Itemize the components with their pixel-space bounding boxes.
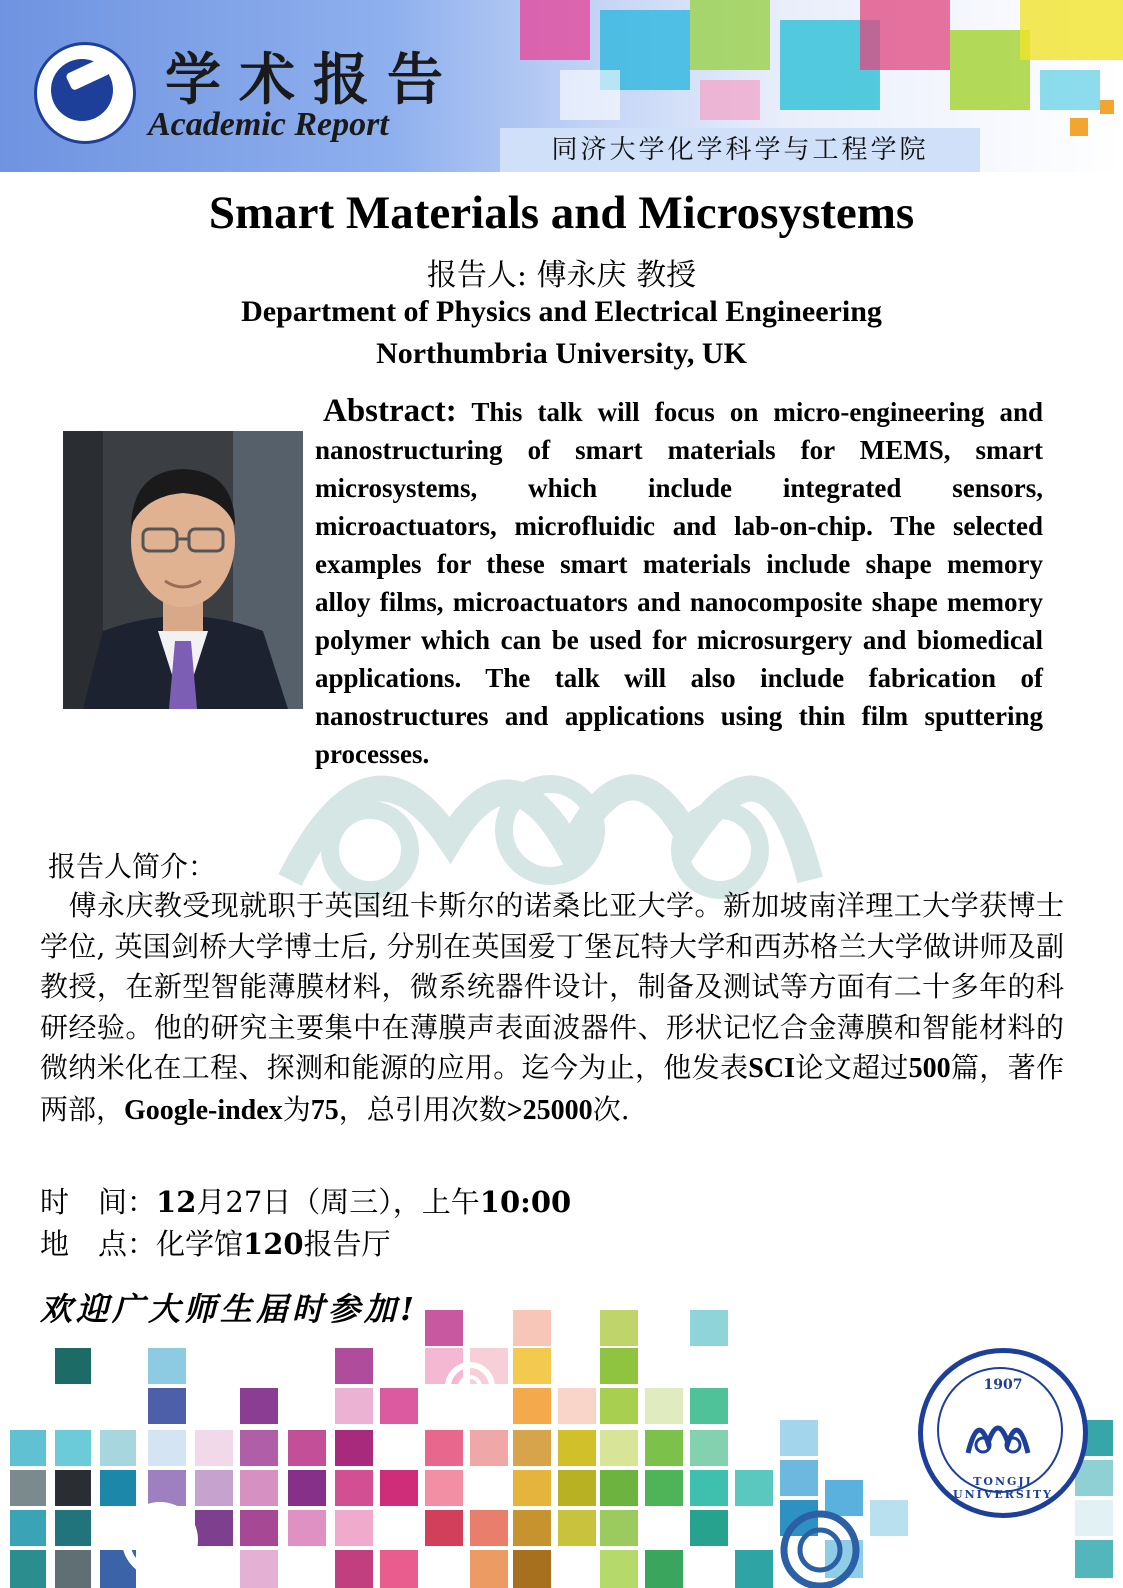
decor-block [335, 1388, 373, 1424]
bio-text-b5: >25000 [506, 1094, 593, 1126]
decor-block [240, 1430, 278, 1466]
place-room: 120 [243, 1227, 304, 1261]
decor-square [690, 0, 770, 70]
seal-name: TONGJI UNIVERSITY [953, 1475, 1053, 1501]
decor-square [520, 0, 590, 60]
decor-block [10, 1510, 46, 1546]
bio-text-part4: 为 [282, 1092, 311, 1126]
decor-block [240, 1388, 278, 1424]
decor-square [700, 80, 760, 120]
welcome-message: 欢迎广大师生届时参加! [40, 1290, 419, 1328]
decor-block [55, 1510, 91, 1546]
decor-block [240, 1470, 278, 1506]
abstract-label: Abstract: [323, 393, 457, 429]
decor-block [335, 1348, 373, 1384]
decor-block [425, 1510, 463, 1546]
decor-square [1020, 0, 1123, 60]
decor-block [645, 1470, 683, 1506]
decor-block [1075, 1500, 1113, 1536]
decor-block [513, 1470, 551, 1506]
decor-block [780, 1420, 818, 1456]
decor-square [1070, 118, 1088, 136]
decor-block [195, 1430, 233, 1466]
place-label: 地 点： [40, 1227, 157, 1261]
abstract-text: This talk will focus on micro-engineering and nanostructuring of smart materials for MEMS, smart microsystems, which include integrated sensors, microactuators, microfluidic and lab-on-chip. The selected examples for these smart materials include shape memory alloy films, microactuators and nanocomposite shape memory polymer which can be used for microsurgery and biomedical applications. The talk will also include fabrication of nanostructures and applications using thin film sputtering processes. [315, 397, 1043, 769]
decor-block [690, 1510, 728, 1546]
decor-block [513, 1550, 551, 1588]
decor-block [645, 1430, 683, 1466]
talk-title: Smart Materials and Microsystems [208, 187, 915, 239]
decor-block [335, 1430, 373, 1466]
decor-block [288, 1430, 326, 1466]
decor-block [558, 1388, 596, 1424]
place-suffix: 报告厅 [303, 1227, 391, 1261]
bio-text-part6: 次. [592, 1092, 630, 1126]
time-month: 12 [156, 1185, 197, 1219]
decor-block [335, 1470, 373, 1506]
bio-text-part5: ，总引用次数 [338, 1092, 507, 1126]
bio-text-part3: 篇，著作两部， [40, 1051, 1064, 1126]
decor-block [148, 1430, 186, 1466]
event-time [40, 1180, 571, 1221]
decor-block [55, 1348, 91, 1384]
seal-year: 1907 [983, 1377, 1023, 1393]
speaker-portrait [63, 431, 303, 709]
school-name: 同济大学化学科学与工程学院 [500, 128, 980, 172]
decor-square [560, 70, 620, 120]
title-chinese: 学术报告 [165, 47, 461, 113]
bio-text-part2: 论文超过 [794, 1051, 909, 1084]
department-logo [34, 42, 136, 144]
seal-emblem [963, 1403, 1033, 1463]
decor-block [380, 1470, 418, 1506]
decor-block [10, 1470, 46, 1506]
bio-heading: 报告人简介： [48, 850, 217, 883]
decor-block [690, 1430, 728, 1466]
decor-square [1100, 100, 1114, 114]
place-building: 化学馆 [156, 1227, 244, 1261]
decor-block [513, 1310, 551, 1346]
decor-block [690, 1310, 728, 1346]
decor-block [645, 1550, 683, 1588]
decor-block [55, 1470, 91, 1506]
time-label: 时 间： [40, 1185, 157, 1219]
decor-circles [430, 1355, 520, 1425]
decor-circles [760, 1480, 880, 1588]
decor-block [600, 1430, 638, 1466]
decor-block [600, 1550, 638, 1588]
decor-block [380, 1388, 418, 1424]
decor-block [335, 1550, 373, 1588]
decor-block [148, 1348, 186, 1384]
decor-square [950, 30, 1030, 110]
decor-block [513, 1430, 551, 1466]
decor-block [288, 1510, 326, 1546]
decor-block [425, 1430, 463, 1466]
decor-block [470, 1550, 508, 1588]
header-banner [0, 0, 1123, 172]
bio-text-b3: Google-index [124, 1094, 283, 1126]
bio-text-part1: 傅永庆教受现就职于英国纽卡斯尔的诺桑比亚大学。新加坡南洋理工大学获博士学位, 英国剑桥大学博士后, 分别在英国爱丁堡瓦特大学和西苏格兰大学做讲师及副教授，在新型智能薄膜材料，微系统器件设计，制备及测试等方面有二十多年的科研经验。他的研究主要集中在薄膜声表面波器件、形状记忆合金薄膜和智能材料的微纳米化在工程、探测和能源的应用。迄今为止，他发表 [40, 889, 1064, 1084]
event-place [40, 1222, 391, 1263]
decor-block [600, 1510, 638, 1546]
bio-text-b1: SCI [748, 1053, 795, 1084]
university-seal [918, 1348, 1088, 1518]
decor-block [600, 1310, 638, 1346]
decor-block [100, 1430, 136, 1466]
decor-block [240, 1550, 278, 1588]
decor-block [470, 1510, 508, 1546]
decor-block [558, 1470, 596, 1506]
decor-block [558, 1430, 596, 1466]
decor-block [645, 1388, 683, 1424]
bio-text-b2: 500 [908, 1053, 951, 1084]
decor-block [513, 1510, 551, 1546]
decor-block [288, 1470, 326, 1506]
time-clock: 10:00 [479, 1185, 572, 1219]
bio-text [40, 886, 1064, 1131]
decor-block [10, 1430, 46, 1466]
decor-block [425, 1470, 463, 1506]
decor-block [335, 1510, 373, 1546]
decor-block [558, 1510, 596, 1546]
speaker-department: Department of Physics and Electrical Engineering [241, 295, 882, 328]
decor-block [600, 1470, 638, 1506]
decor-block [10, 1550, 46, 1588]
decor-block [600, 1388, 638, 1424]
bio-text-b4: 75 [310, 1094, 339, 1126]
decor-block [690, 1470, 728, 1506]
speaker-university: Northumbria University, UK [376, 337, 747, 370]
decor-block [55, 1550, 91, 1588]
decor-block [470, 1430, 508, 1466]
speaker-line: 报告人: 傅永庆 教授 [426, 258, 697, 293]
decor-square [860, 0, 950, 70]
decor-square [1040, 70, 1100, 110]
abstract-block [315, 392, 1043, 773]
decor-circles [110, 1480, 230, 1588]
title-english: Academic Report [148, 106, 389, 143]
decor-block [380, 1550, 418, 1588]
time-date: 月27日（周三），上午 [196, 1185, 480, 1219]
decor-block [425, 1310, 463, 1346]
decor-block [55, 1430, 91, 1466]
decor-block [1075, 1540, 1113, 1578]
decor-block [600, 1348, 638, 1384]
decor-block [690, 1388, 728, 1424]
speaker-photo [63, 431, 303, 709]
decor-block [240, 1510, 278, 1546]
decor-block [148, 1388, 186, 1424]
